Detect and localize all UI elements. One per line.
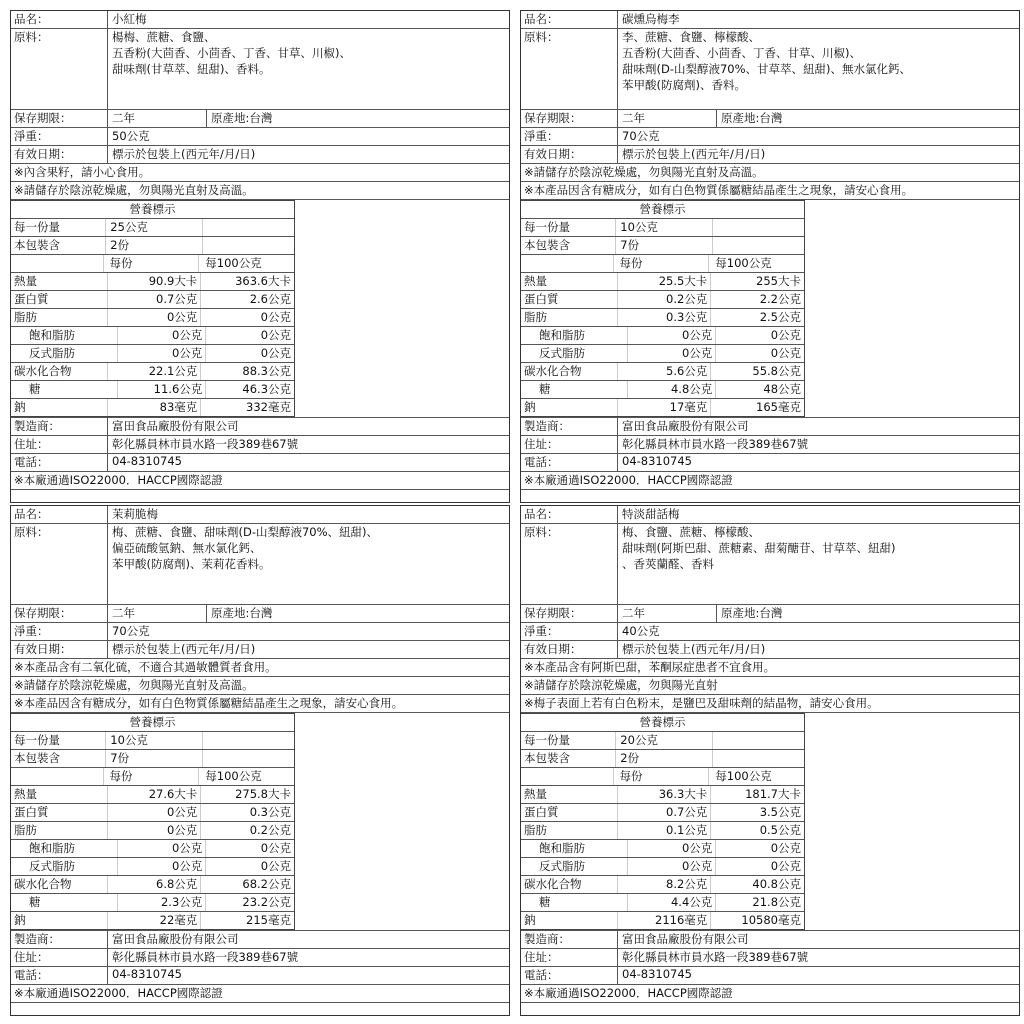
nutrient-row (521, 309, 804, 327)
per-100g-value: 21.8公克 (715, 894, 804, 911)
per-100g-value: 48公克 (715, 381, 804, 398)
product-label-panel-1 (10, 10, 510, 503)
per-serving-value: 5.6公克 (617, 363, 711, 380)
phone-row (521, 967, 1019, 985)
per-100g-value: 215毫克 (200, 912, 294, 929)
ingredients-label: 原料： (521, 29, 618, 109)
shelf-life-label: 保存期限： (521, 605, 618, 622)
net-weight-row (521, 128, 1019, 146)
origin-value: 原產地:台灣 (721, 111, 783, 125)
shelf-life-row (521, 110, 1019, 128)
nutrient-row (11, 291, 294, 309)
ingredients-line: 甜味劑(D-山梨醇液70%、甘草萃、紐甜)、無水氯化鈣、 (622, 62, 912, 76)
per-serving-value: 0.7公克 (617, 804, 711, 821)
address-row (11, 949, 509, 967)
nutrient-name: 脂肪 (14, 823, 37, 837)
nutrient-name: 糖 (29, 382, 41, 396)
per-100g-value: 68.2公克 (200, 876, 294, 893)
nutrient-row (521, 291, 804, 309)
expiry-value: 標示於包裝上(西元年/月/日) (622, 147, 766, 161)
product-name: 小紅梅 (112, 12, 147, 26)
per-100g-value: 0公克 (205, 840, 294, 857)
ingredients-line: 梅、食鹽、蔗糖、檸檬酸、 (622, 525, 760, 539)
per-100g-value: 10580毫克 (710, 912, 804, 929)
nutrient-name: 脂肪 (524, 823, 547, 837)
address-value: 彰化縣員林市員水路一段389巷67號 (622, 950, 809, 964)
nutrient-row (11, 822, 294, 840)
ingredients-line: 五香粉(大茴香、小茴香、丁香、甘草、川椒)、 (112, 46, 351, 60)
ingredients-row (521, 524, 1019, 605)
shelf-life-value: 二年 (108, 110, 207, 127)
maker-value: 富田食品廠股份有限公司 (112, 932, 239, 946)
per-serving-value: 0公克 (627, 840, 716, 857)
expiry-label: 有效日期： (521, 641, 618, 658)
address-row (11, 436, 509, 454)
per-serving-value: 0公克 (107, 822, 201, 839)
nutrient-row (11, 858, 294, 876)
product-name: 特淡甜話梅 (622, 507, 680, 521)
per-serving-value: 22毫克 (107, 912, 201, 929)
nutrient-name: 飽和脂肪 (29, 841, 75, 855)
nutrient-row (11, 840, 294, 858)
note-text: ※本產品因含有糖成分，如有白色物質係屬糖結晶產生之現象，請安心食用。 (521, 182, 1019, 200)
nutrient-name: 糖 (539, 382, 551, 396)
per-100g-value: 0公克 (205, 858, 294, 875)
nutrient-row (11, 786, 294, 804)
per-serving-value: 22.1公克 (107, 363, 201, 380)
notes (521, 164, 1019, 200)
net-weight-row (521, 623, 1019, 641)
nutrient-name: 糖 (539, 895, 551, 909)
nutrient-name: 反式脂肪 (539, 859, 585, 873)
serving-row: 每一份量 20公克 (521, 732, 804, 750)
address-value: 彰化縣員林市員水路一段389巷67號 (112, 437, 299, 451)
per-100g-value: 88.3公克 (200, 363, 294, 380)
expiry-row (11, 641, 509, 659)
per-100g-value: 2.6公克 (200, 291, 294, 308)
product-name: 碳燻烏梅李 (622, 12, 680, 26)
nutrient-row (521, 399, 804, 416)
expiry-value: 標示於包裝上(西元年/月/日) (112, 147, 256, 161)
product-label-panel-3 (10, 505, 510, 1016)
maker-row (521, 930, 1019, 949)
nutrient-row (11, 345, 294, 363)
maker-row (521, 417, 1019, 436)
expiry-row (521, 641, 1019, 659)
net-weight-label: 淨重： (521, 128, 618, 145)
nutrient-row (11, 363, 294, 381)
nutrition-header-row: 每份 每100公克 (521, 255, 804, 273)
nutrient-row (11, 309, 294, 327)
ingredients-text (108, 29, 509, 109)
nutrient-row (11, 912, 294, 929)
per-100g-value: 255大卡 (710, 273, 804, 290)
address-label: 住址： (11, 949, 108, 966)
address-label: 住址： (521, 436, 618, 453)
per-100g-value: 0公克 (715, 327, 804, 344)
per-100g-value: 0公克 (205, 327, 294, 344)
servings-row: 本包裝含 2份 (521, 750, 804, 768)
nutrition-title: 營養標示 (11, 714, 294, 732)
net-weight-label: 淨重： (521, 623, 618, 640)
phone-value: 04-8310745 (622, 454, 692, 468)
nutrient-row (521, 858, 804, 876)
ingredients-line: 楊梅、蔗糖、食鹽、 (112, 30, 216, 44)
nutrient-row (521, 894, 804, 912)
ingredients-line: 李、蔗糖、食鹽、檸檬酸、 (622, 30, 760, 44)
net-weight-row (11, 128, 509, 146)
nutrient-name: 反式脂肪 (539, 346, 585, 360)
name-row (11, 11, 509, 29)
per-100g-value: 23.2公克 (205, 894, 294, 911)
per-100g-value: 0.5公克 (710, 822, 804, 839)
per-100g-value: 0.3公克 (200, 804, 294, 821)
nutrient-name: 脂肪 (14, 310, 37, 324)
per-serving-value: 0公克 (627, 858, 716, 875)
per-serving-value: 0公克 (117, 840, 206, 857)
nutrient-row (11, 876, 294, 894)
net-weight-value: 70公克 (622, 129, 660, 143)
nutrient-row (521, 804, 804, 822)
per-serving-value: 11.6公克 (117, 381, 206, 398)
nutrient-name: 反式脂肪 (29, 346, 75, 360)
phone-value: 04-8310745 (112, 967, 182, 981)
ingredients-label: 原料： (11, 29, 108, 109)
nutrient-name: 脂肪 (524, 310, 547, 324)
nutrient-name: 碳水化合物 (14, 364, 72, 378)
maker-row (11, 930, 509, 949)
nutrient-row (521, 840, 804, 858)
nutrient-name: 熱量 (524, 787, 547, 801)
phone-label: 電話： (11, 454, 108, 471)
phone-label: 電話： (521, 967, 618, 984)
nutrient-name: 鈉 (14, 913, 26, 927)
ingredients-row (521, 29, 1019, 110)
per-serving-value: 17毫克 (617, 399, 711, 416)
per-100g-value: 181.7大卡 (710, 786, 804, 803)
ingredients-line: 甜味劑(甘草萃、紐甜)、香料。 (112, 62, 271, 76)
nutrient-row (11, 399, 294, 416)
nutrition-header-row: 每份 每100公克 (11, 768, 294, 786)
serving-row: 每一份量 10公克 (521, 219, 804, 237)
per-serving-value: 6.8公克 (107, 876, 201, 893)
name-label: 品名： (521, 11, 618, 28)
ingredients-text (618, 524, 1019, 604)
ingredients-row (11, 29, 509, 110)
per-100g-value: 46.3公克 (205, 381, 294, 398)
shelf-life-row (11, 110, 509, 128)
per-100g-value: 363.6大卡 (200, 273, 294, 290)
per-100g-value: 2.5公克 (710, 309, 804, 326)
origin-value: 原產地:台灣 (211, 111, 273, 125)
per-100g-value: 0公克 (200, 309, 294, 326)
phone-value: 04-8310745 (622, 967, 692, 981)
nutrient-row (11, 804, 294, 822)
nutrient-name: 蛋白質 (14, 292, 49, 306)
per-serving-value: 0公克 (117, 327, 206, 344)
per-100g-value: 3.5公克 (710, 804, 804, 821)
ingredients-text (108, 524, 509, 604)
note-text: ※請儲存於陰涼乾燥處，勿與陽光直射及高溫。 (11, 677, 509, 695)
nutrition-title: 營養標示 (521, 714, 804, 732)
maker-label: 製造商： (11, 931, 108, 948)
per-serving-value: 8.2公克 (617, 876, 711, 893)
per-100g-value: 55.8公克 (710, 363, 804, 380)
nutrient-row (11, 894, 294, 912)
expiry-value: 標示於包裝上(西元年/月/日) (112, 642, 256, 656)
net-weight-label: 淨重： (11, 128, 108, 145)
product-label-panel-2 (520, 10, 1020, 503)
name-row (11, 506, 509, 524)
nutrient-row (11, 327, 294, 345)
shelf-life-value: 二年 (618, 110, 717, 127)
note-text: ※請儲存於陰涼乾燥處，勿與陽光直射及高溫。 (11, 182, 509, 200)
per-serving-value: 0.3公克 (617, 309, 711, 326)
note-text: ※本產品含有二氧化硫，不適合其過敏體質者食用。 (11, 659, 509, 677)
phone-label: 電話： (11, 967, 108, 984)
servings-row: 本包裝含 7份 (11, 750, 294, 768)
expiry-value: 標示於包裝上(西元年/月/日) (622, 642, 766, 656)
address-value: 彰化縣員林市員水路一段389巷67號 (112, 950, 299, 964)
address-row (521, 949, 1019, 967)
nutrient-name: 碳水化合物 (524, 877, 582, 891)
shelf-life-label: 保存期限： (11, 605, 108, 622)
per-serving-value: 0公克 (117, 345, 206, 362)
ingredients-row (11, 524, 509, 605)
nutrient-name: 反式脂肪 (29, 859, 75, 873)
net-weight-value: 50公克 (112, 129, 150, 143)
nutrition-header-row: 每份 每100公克 (11, 255, 294, 273)
nutrient-row (521, 786, 804, 804)
nutrient-name: 鈉 (14, 400, 26, 414)
ingredients-line: 偏亞硫酸氫鈉、無水氯化鈣、 (112, 541, 262, 555)
net-weight-value: 70公克 (112, 624, 150, 638)
per-serving-value: 83毫克 (107, 399, 201, 416)
maker-label: 製造商： (11, 418, 108, 435)
phone-row (11, 967, 509, 985)
shelf-life-value: 二年 (108, 605, 207, 622)
shelf-life-label: 保存期限： (11, 110, 108, 127)
servings-row: 本包裝含 7份 (521, 237, 804, 255)
nutrient-row (521, 273, 804, 291)
nutrition-table (521, 713, 805, 930)
per-serving-value: 0公克 (627, 327, 716, 344)
shelf-life-row (521, 605, 1019, 623)
nutrient-row (521, 822, 804, 840)
per-serving-value: 2.3公克 (117, 894, 206, 911)
nutrient-row (11, 273, 294, 291)
per-serving-value: 0公克 (117, 858, 206, 875)
per-serving-value: 0.1公克 (617, 822, 711, 839)
ingredients-line: 苯甲酸(防腐劑)、茉莉花香料。 (112, 557, 271, 571)
phone-label: 電話： (521, 454, 618, 471)
per-serving-value: 0.7公克 (107, 291, 201, 308)
per-100g-value: 0公克 (715, 345, 804, 362)
phone-row (521, 454, 1019, 472)
note-text: ※請儲存於陰涼乾燥處，勿與陽光直射 (521, 677, 1019, 695)
per-100g-value: 40.8公克 (710, 876, 804, 893)
nutrient-row (521, 327, 804, 345)
certification-note: ※本廠通過ISO22000．HACCP國際認證 (521, 472, 1019, 490)
ingredients-label: 原料： (521, 524, 618, 604)
nutrition-table (11, 713, 295, 930)
name-label: 品名： (521, 506, 618, 523)
certification-note: ※本廠通過ISO22000．HACCP國際認證 (521, 985, 1019, 1003)
name-label: 品名： (11, 506, 108, 523)
serving-row: 每一份量 10公克 (11, 732, 294, 750)
maker-value: 富田食品廠股份有限公司 (112, 419, 239, 433)
per-serving-value: 0公克 (107, 309, 201, 326)
per-serving-value: 25.5大卡 (617, 273, 711, 290)
certification-note: ※本廠通過ISO22000．HACCP國際認證 (11, 472, 509, 490)
per-100g-value: 275.8大卡 (200, 786, 294, 803)
maker-value: 富田食品廠股份有限公司 (622, 932, 749, 946)
nutrition-table (521, 200, 805, 417)
ingredients-line: 、香莢蘭醛、香料 (622, 557, 714, 571)
origin-value: 原產地:台灣 (211, 606, 273, 620)
net-weight-value: 40公克 (622, 624, 660, 638)
phone-row (11, 454, 509, 472)
product-label-panel-4 (520, 505, 1020, 1016)
nutrient-row (521, 345, 804, 363)
expiry-label: 有效日期： (11, 641, 108, 658)
per-serving-value: 4.4公克 (627, 894, 716, 911)
per-100g-value: 0.2公克 (200, 822, 294, 839)
notes (521, 659, 1019, 713)
shelf-life-row (11, 605, 509, 623)
nutrition-header-row: 每份 每100公克 (521, 768, 804, 786)
per-serving-value: 0.2公克 (617, 291, 711, 308)
product-name: 茉莉脆梅 (112, 507, 158, 521)
per-serving-value: 27.6大卡 (107, 786, 201, 803)
nutrient-row (521, 363, 804, 381)
ingredients-label: 原料： (11, 524, 108, 604)
nutrient-name: 蛋白質 (524, 805, 559, 819)
maker-label: 製造商： (521, 931, 618, 948)
address-row (521, 436, 1019, 454)
servings-row: 本包裝含 2份 (11, 237, 294, 255)
per-100g-value: 332毫克 (200, 399, 294, 416)
net-weight-label: 淨重： (11, 623, 108, 640)
maker-value: 富田食品廠股份有限公司 (622, 419, 749, 433)
ingredients-line: 五香粉(大茴香、小茴香、丁香、甘草、川椒)、 (622, 46, 861, 60)
maker-label: 製造商： (521, 418, 618, 435)
address-label: 住址： (11, 436, 108, 453)
shelf-life-label: 保存期限： (521, 110, 618, 127)
note-text: ※本產品因含有糖成分，如有白色物質係屬糖結晶產生之現象，請安心食用。 (11, 695, 509, 713)
expiry-label: 有效日期： (521, 146, 618, 163)
notes (11, 164, 509, 200)
per-100g-value: 0公克 (715, 840, 804, 857)
nutrition-title: 營養標示 (521, 201, 804, 219)
nutrient-name: 熱量 (14, 274, 37, 288)
nutrient-name: 碳水化合物 (524, 364, 582, 378)
nutrient-row (521, 912, 804, 929)
expiry-row (521, 146, 1019, 164)
nutrient-name: 熱量 (14, 787, 37, 801)
note-text: ※梅子表面上若有白色粉末，是鹽巴及甜味劑的結晶物，請安心食用。 (521, 695, 1019, 713)
nutrition-table (11, 200, 295, 417)
ingredients-text (618, 29, 1019, 109)
per-serving-value: 2116毫克 (617, 912, 711, 929)
ingredients-line: 苯甲酸(防腐劑)、香料。 (622, 78, 746, 92)
per-100g-value: 0公克 (715, 858, 804, 875)
per-serving-value: 0公克 (107, 804, 201, 821)
notes (11, 659, 509, 713)
origin-value: 原產地:台灣 (721, 606, 783, 620)
nutrient-row (11, 381, 294, 399)
name-row (521, 506, 1019, 524)
nutrition-title: 營養標示 (11, 201, 294, 219)
per-serving-value: 4.8公克 (627, 381, 716, 398)
nutrient-name: 鈉 (524, 400, 536, 414)
address-label: 住址： (521, 949, 618, 966)
certification-note: ※本廠通過ISO22000．HACCP國際認證 (11, 985, 509, 1003)
ingredients-line: 梅、蔗糖、食鹽、甜味劑(D-山梨醇液70%、紐甜)、 (112, 525, 379, 539)
per-serving-value: 36.3大卡 (617, 786, 711, 803)
per-100g-value: 165毫克 (710, 399, 804, 416)
nutrient-name: 蛋白質 (14, 805, 49, 819)
name-row (521, 11, 1019, 29)
note-text: ※本產品含有阿斯巴甜，苯酮尿症患者不宜食用。 (521, 659, 1019, 677)
per-serving-value: 90.9大卡 (107, 273, 201, 290)
nutrient-name: 鈉 (524, 913, 536, 927)
nutrient-name: 碳水化合物 (14, 877, 72, 891)
nutrient-name: 飽和脂肪 (539, 841, 585, 855)
phone-value: 04-8310745 (112, 454, 182, 468)
per-100g-value: 2.2公克 (710, 291, 804, 308)
expiry-row (11, 146, 509, 164)
ingredients-line: 甜味劑(阿斯巴甜、蔗糖素、甜菊醣苷、甘草萃、紐甜) (622, 541, 896, 555)
note-text: ※請儲存於陰涼乾燥處，勿與陽光直射及高溫。 (521, 164, 1019, 182)
nutrient-row (521, 876, 804, 894)
shelf-life-value: 二年 (618, 605, 717, 622)
nutrient-name: 糖 (29, 895, 41, 909)
address-value: 彰化縣員林市員水路一段389巷67號 (622, 437, 809, 451)
nutrient-name: 熱量 (524, 274, 547, 288)
expiry-label: 有效日期： (11, 146, 108, 163)
per-serving-value: 0公克 (627, 345, 716, 362)
nutrient-name: 飽和脂肪 (29, 328, 75, 342)
serving-row: 每一份量 25公克 (11, 219, 294, 237)
per-100g-value: 0公克 (205, 345, 294, 362)
note-text: ※內含果籽，請小心食用。 (11, 164, 509, 182)
nutrient-name: 飽和脂肪 (539, 328, 585, 342)
nutrient-name: 蛋白質 (524, 292, 559, 306)
maker-row (11, 417, 509, 436)
name-label: 品名： (11, 11, 108, 28)
nutrient-row (521, 381, 804, 399)
net-weight-row (11, 623, 509, 641)
